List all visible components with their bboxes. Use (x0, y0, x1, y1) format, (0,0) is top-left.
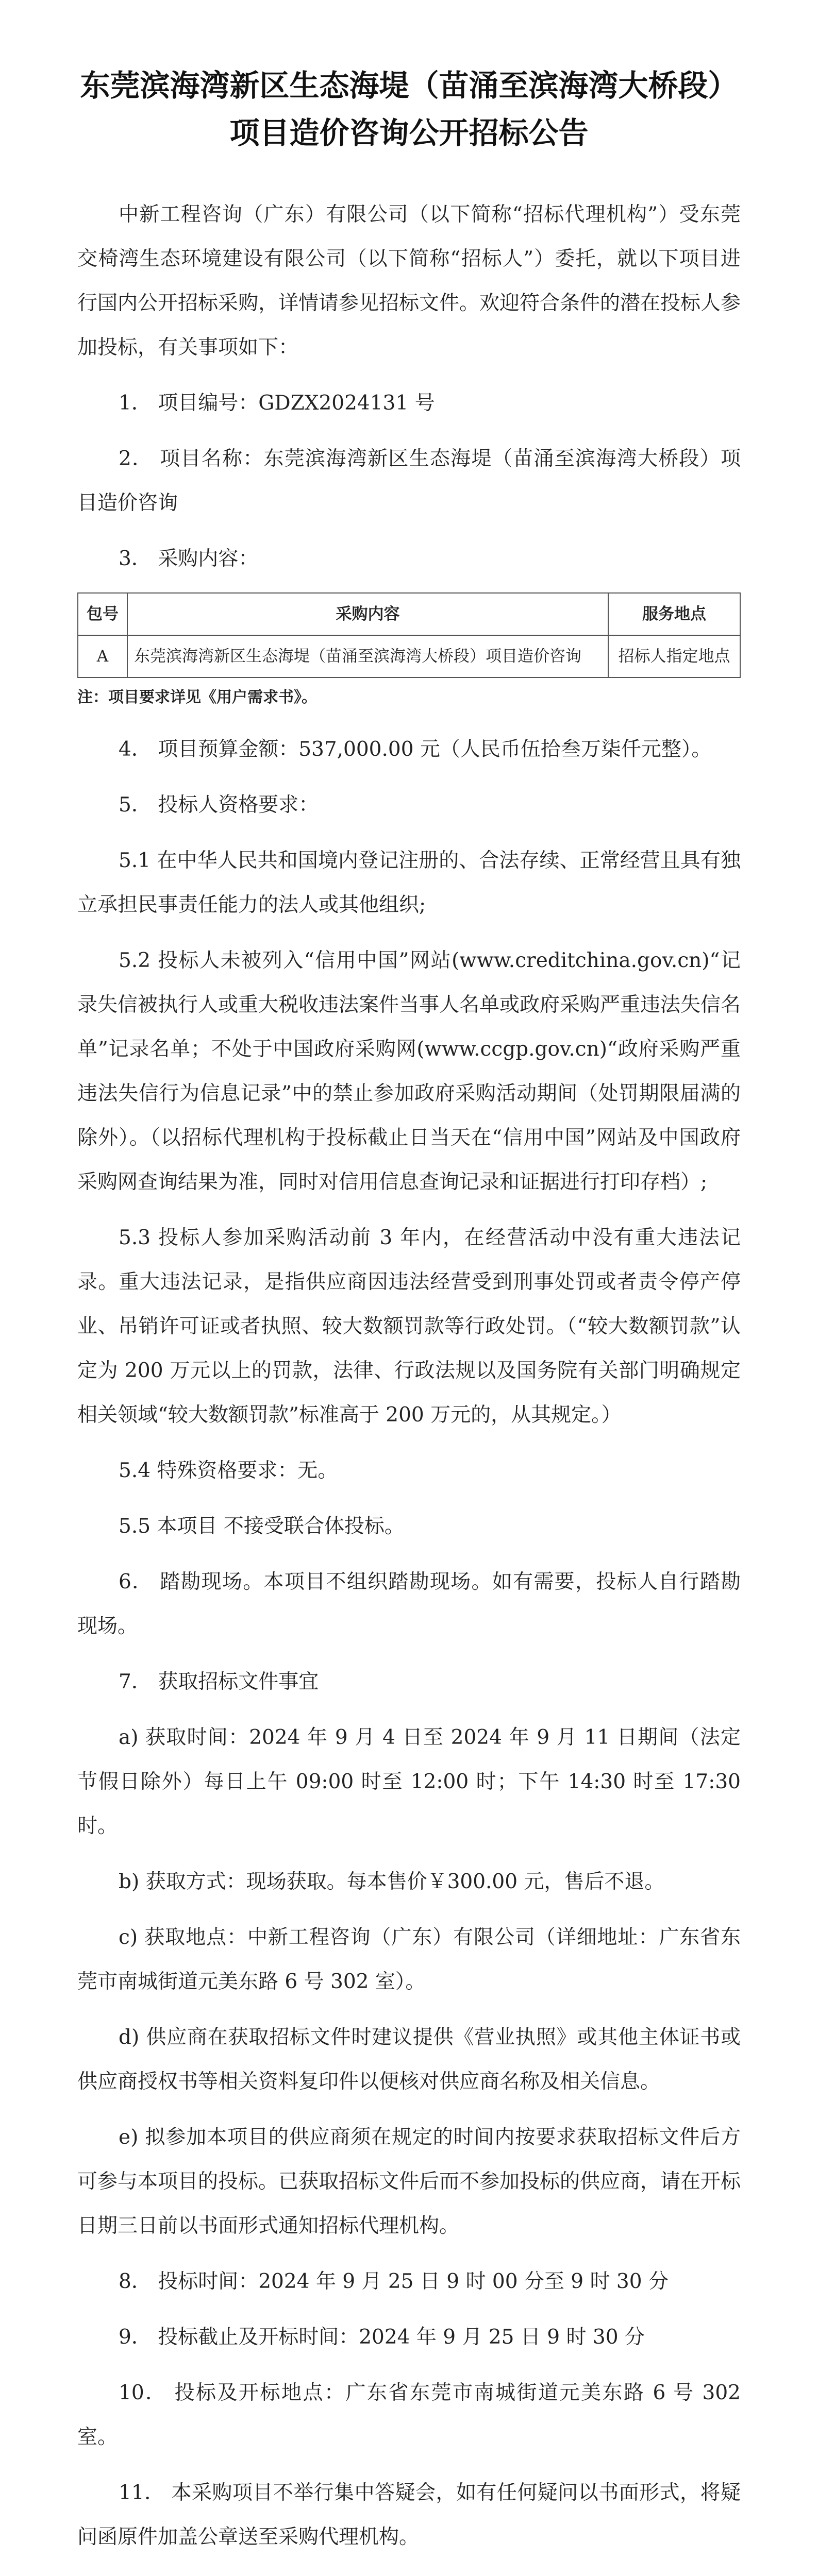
budget: 4． 项目预算金额：537,000.00 元（人民币伍拾叁万柒仟元整）。 (119, 738, 712, 761)
table-note: 注：项目要求详见《用户需求书》。 (77, 688, 317, 706)
bid-deadline: 9． 投标截止及开标时间：2024 年 9 月 25 日 9 时 30 分 (119, 2326, 645, 2349)
item-12 (77, 2571, 741, 2576)
header-location: 服务地点 (608, 593, 740, 635)
item-11: 11． 本采购项目不举行集中答疑会，如有任何疑问以书面形式，将疑问函原件加盖公章送至采购代理机构。 (77, 2481, 741, 2549)
table-row (78, 635, 740, 677)
project-name: 2． 项目名称：东莞滨海湾新区生态海堤（苗涌至滨海湾大桥段）项目造价咨询 (77, 447, 741, 515)
header-package: 包号 (78, 593, 127, 635)
qualification-item: 5.1 在中华人民共和国境内登记注册的、合法存续、正常经营且具有独立承担民事责任能力的法人或其他组织; (77, 849, 741, 917)
qualification-item: 5.5 本项目 不接受联合体投标。 (119, 1515, 405, 1538)
qualification-item: 5.4 特殊资格要求：无。 (119, 1459, 338, 1482)
procurement-content-label: 3． 采购内容： (119, 547, 259, 570)
cell-location: 招标人指定地点 (608, 635, 740, 677)
get-docs-title: 7． 获取招标文件事宜 (119, 1670, 319, 1693)
bid-time: 8． 投标时间：2024 年 9 月 25 日 9 时 00 分至 9 时 30 分 (119, 2270, 669, 2293)
site-visit: 6． 踏勘现场。本项目不组织踏勘现场。如有需要，投标人自行踏勘现场。 (77, 1570, 741, 1638)
intro-paragraph: 中新工程咨询（广东）有限公司（以下简称“招标代理机构”）受东莞交椅湾生态环境建设有限公司（以下简称“招标人”）委托，就以下项目进行国内公开招标采购，详情请参见招标文件。欢迎符合条件的潜在投标人参加投标，有关事项如下： (77, 203, 741, 359)
get-docs-item: a) 获取时间：2024 年 9 月 4 日至 2024 年 9 月 11 日期间（法定节假日除外）每日上午 09:00 时至 12:00 时；下午 14:30 时至 17:30 时。 (77, 1726, 741, 1838)
cell-package: A (78, 635, 127, 677)
qualification-item: 5.2 投标人未被列入“信用中国”网站(www.creditchina.gov.cn)“记录失信被执行人或重大税收违法案件当事人名单或政府采购严重违法失信名单”记录名单；不处于中国政府采购网(www.ccgp.gov.cn)“政府采购严重违法失信行为信息记录”中的禁止参加政府采购活动期间（处罚期限届满的除外）。（以招标代理机构于投标截止日当天在“信用中国”网站及中国政府采购网查询结果为准，同时对信用信息查询记录和证据进行打印存档）; (77, 949, 741, 1194)
qualification-item: 5.3 投标人参加采购活动前 3 年内，在经营活动中没有重大违法记录。重大违法记录，是指供应商因违法经营受到刑事处罚或者责令停产停业、吊销许可证或者执照、较大数额罚款等行政处罚。（“较大数额罚款”认定为 200 万元以上的罚款，法律、行政法规以及国务院有关部门明确规定相关领域“较大数额罚款”标准高于 200 万元的，从其规定。） (77, 1226, 741, 1427)
table-header-row (78, 593, 740, 635)
qualification-title: 5． 投标人资格要求： (119, 793, 319, 817)
header-content: 采购内容 (127, 593, 608, 635)
get-docs-item: d) 供应商在获取招标文件时建议提供《营业执照》或其他主体证书或供应商授权书等相关资料复印件以便核对供应商名称及相关信息。 (77, 2026, 741, 2093)
get-docs-item: b) 获取方式：现场获取。每本售价￥300.00 元，售后不退。 (119, 1870, 665, 1893)
bid-place: 10． 投标及开标地点：广东省东莞市南城街道元美东路 6 号 302 室。 (77, 2381, 741, 2449)
cell-content: 东莞滨海湾新区生态海堤（苗涌至滨海湾大桥段）项目造价咨询 (127, 635, 608, 677)
procurement-table (77, 592, 741, 678)
page-title: 东莞滨海湾新区生态海堤（苗涌至滨海湾大桥段）项目造价咨询公开招标公告 (80, 68, 738, 150)
get-docs-item: c) 获取地点：中新工程咨询（广东）有限公司（详细地址：广东省东莞市南城街道元美东路 6 号 302 室）。 (77, 1926, 741, 1993)
get-docs-item: e) 拟参加本项目的供应商须在规定的时间内按要求获取招标文件后方可参与本项目的投标。已获取招标文件后而不参加投标的供应商，请在开标日期三日前以书面形式通知招标代理机构。 (77, 2126, 741, 2238)
project-number: 1． 项目编号：GDZX2024131 号 (119, 392, 435, 415)
